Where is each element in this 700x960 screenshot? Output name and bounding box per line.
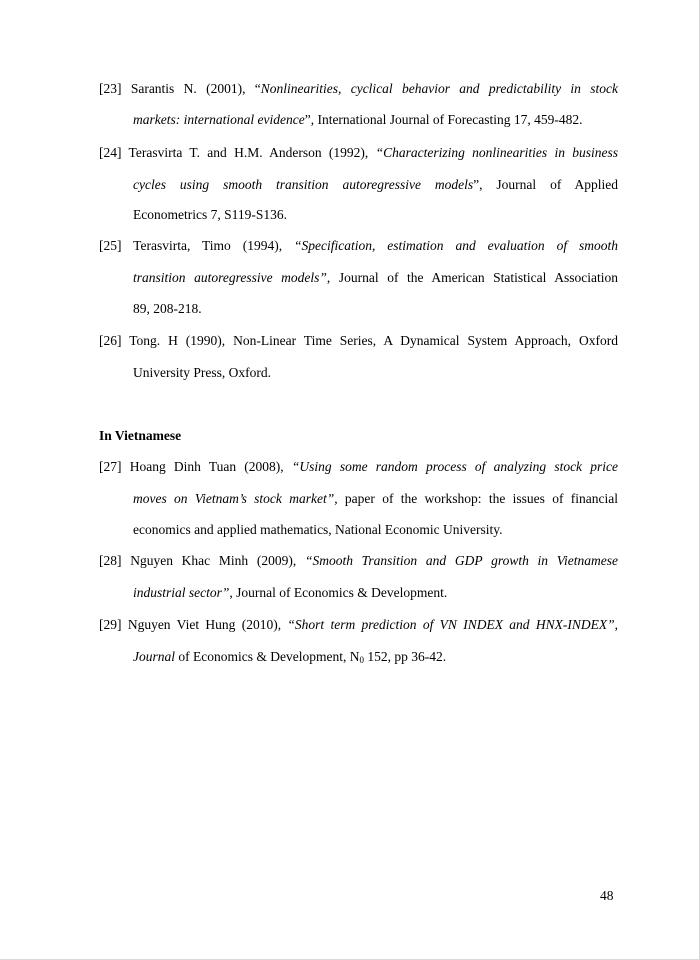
reference-number: [28] [99,553,122,568]
reference-23-line-2: markets: international evidence”, International Journal of Forecasting 17, 459-482. [133,112,583,127]
reference-29-line-2: Journal of Economics & Development, $N_0$ 152, pp 36-42. [133,649,447,665]
reference-title: markets: international evidence [133,112,305,127]
reference-title: “Characterizing nonlinearities in business [375,145,618,160]
reference-title: “Specification, estimation and evaluation of smooth [294,238,618,253]
reference-number: [26] [99,333,122,348]
journal-name: Journal [133,649,175,664]
reference-28-line-1: [28] Nguyen Khac Minh (2009), “Smooth Transition and GDP growth in Vietnamese [99,553,618,568]
reference-24-line-1: [24] Terasvirta T. and H.M. Anderson (1992), “Characterizing nonlinearities in business [99,145,618,160]
reference-number: [24] [99,145,122,160]
reference-25-line-1: [25] Terasvirta, Timo (1994), “Specification, estimation and evaluation of smooth [99,238,618,253]
reference-title: “Smooth Transition and GDP growth in Vietnamese [304,553,618,568]
page-number: 48 [600,888,614,903]
reference-26-line-2: University Press, Oxford. [133,365,271,380]
reference-number: [25] [99,238,122,253]
section-heading: In Vietnamese [99,428,182,443]
reference-27-line-1: [27] Hoang Dinh Tuan (2008), “Using some random process of analyzing stock price [99,459,618,474]
reference-25-line-3: 89, 208-218. [133,301,202,316]
reference-title: “Short term prediction of VN INDEX and HNX-INDEX” [287,617,615,632]
reference-title: Nonlinearities, cyclical behavior and predictability in stock [260,81,618,96]
reference-24-line-2: cycles using smooth transition autoregressive models”, Journal of Applied [133,177,618,192]
reference-28-line-2: industrial sector”, Journal of Economics & Development. [133,585,448,600]
reference-26-line-1: [26] Tong. H (1990), Non-Linear Time Series, A Dynamical System Approach, Oxford [99,333,618,348]
reference-number: [27] [99,459,122,474]
reference-27-line-3: economics and applied mathematics, National Economic University. [133,522,503,537]
reference-27-line-2: moves on Vietnam’s stock market”, paper of the workshop: the issues of financial [133,491,619,506]
reference-title: transition autoregressive models” [133,270,327,285]
reference-title: “Using some random process of analyzing stock price [291,459,618,474]
reference-title: industrial sector” [133,585,230,600]
reference-29-line-1: [29] Nguyen Viet Hung (2010), “Short term prediction of VN INDEX and HNX-INDEX”, [99,617,618,632]
reference-number: [23] [99,81,122,96]
reference-title: moves on Vietnam’s stock market” [133,491,335,506]
reference-23-line-1: [23] Sarantis N. (2001), “Nonlinearities, cyclical behavior and predictability in stock [99,81,618,96]
reference-number: [29] [99,617,122,632]
subscript: 0 [359,655,364,665]
reference-25-line-2: transition autoregressive models”, Journal of the American Statistical Association [133,270,618,285]
reference-title: cycles using smooth transition autoregressive models [133,177,474,192]
reference-24-line-3: Econometrics 7, S119-S136. [133,207,287,222]
